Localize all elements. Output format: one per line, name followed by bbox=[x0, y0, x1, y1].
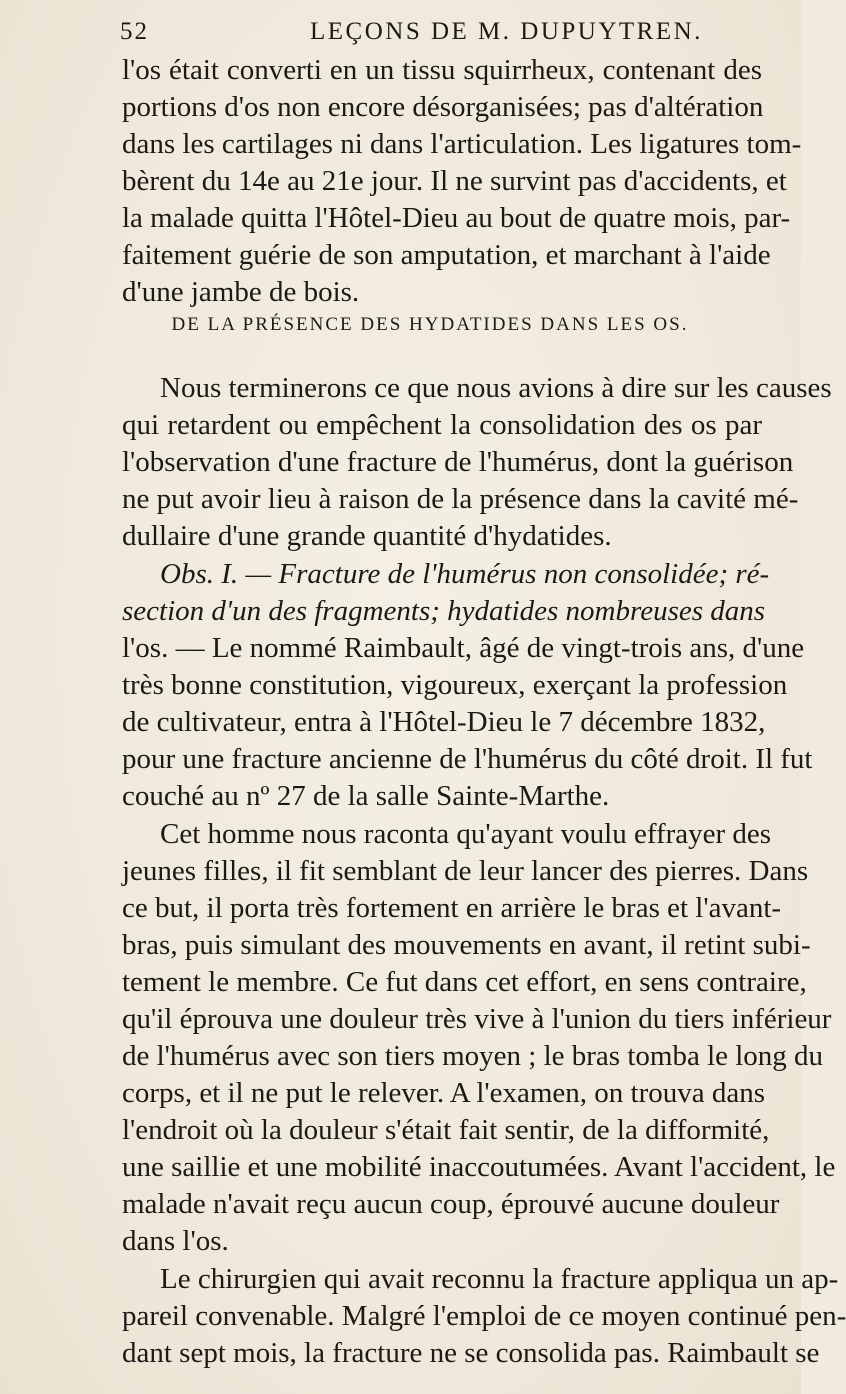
text-line: Nous terminerons ce que nous avions à dire sur les causes bbox=[160, 372, 832, 404]
text-line: une saillie et une mobilité inaccoutumées. Avant l'accident, le bbox=[122, 1151, 836, 1183]
text-line: de l'humérus avec son tiers moyen ; le bras tomba le long du bbox=[122, 1040, 824, 1072]
text-line: l'os. — Le nommé Raimbault, âgé de vingt-trois ans, d'une bbox=[122, 632, 805, 664]
running-head: LEÇONS DE M. DUPUYTREN. bbox=[310, 18, 703, 45]
text-line: ce but, il porta très fortement en arrière le bras et l'avant- bbox=[122, 892, 782, 924]
text-line: Le chirurgien qui avait reconnu la fracture appliqua un ap- bbox=[160, 1263, 839, 1295]
section-heading: DE LA PRÉSENCE DES HYDATIDES DANS LES OS. bbox=[171, 314, 689, 335]
text-line: l'observation d'une fracture de l'humérus, dont la guérison bbox=[122, 446, 794, 478]
text-line: faitement guérie de son amputation, et marchant à l'aide bbox=[122, 239, 771, 271]
text-line: Obs. I. — Fracture de l'humérus non consolidée; ré- bbox=[160, 558, 770, 590]
text-line: bèrent du 14e au 21e jour. Il ne survint pas d'accidents, et bbox=[122, 165, 787, 197]
text-line: d'une jambe de bois. bbox=[122, 276, 360, 308]
text-line: tement le membre. Ce fut dans cet effort, en sens contraire, bbox=[122, 966, 807, 998]
text-line: pour une fracture ancienne de l'humérus du côté droit. Il fut bbox=[122, 743, 813, 775]
text-line: ne put avoir lieu à raison de la présence dans la cavité mé- bbox=[122, 483, 799, 515]
text-line: dant sept mois, la fracture ne se consolida pas. Raimbault se bbox=[122, 1337, 820, 1369]
text-line: qui retardent ou empêchent la consolidation des os par bbox=[122, 409, 762, 441]
text-line: qu'il éprouva une douleur très vive à l'union du tiers inférieur bbox=[122, 1003, 832, 1035]
text-line: très bonne constitution, vigoureux, exerçant la profession bbox=[122, 669, 788, 701]
page-number: 52 bbox=[120, 18, 149, 45]
text-line: dans les cartilages ni dans l'articulation. Les ligatures tom- bbox=[122, 128, 802, 160]
text-line: corps, et il ne put le relever. A l'examen, on trouva dans bbox=[122, 1077, 766, 1109]
text-line: portions d'os non encore désorganisées; pas d'altération bbox=[122, 91, 764, 123]
text-line: section d'un des fragments; hydatides nombreuses dans bbox=[122, 595, 766, 627]
text-line: dans l'os. bbox=[122, 1225, 229, 1257]
text-line: l'os était converti en un tissu squirrheux, contenant des bbox=[122, 54, 762, 86]
text-line: la malade quitta l'Hôtel-Dieu au bout de quatre mois, par- bbox=[122, 202, 791, 234]
page-header bbox=[120, 18, 760, 52]
text-line: Cet homme nous raconta qu'ayant voulu effrayer des bbox=[160, 818, 772, 850]
text-line: jeunes filles, il fit semblant de leur lancer des pierres. Dans bbox=[122, 855, 809, 887]
text-line: l'endroit où la douleur s'était fait sentir, de la difformité, bbox=[122, 1114, 770, 1146]
text-line: dullaire d'une grande quantité d'hydatides. bbox=[122, 520, 612, 552]
text-line: bras, puis simulant des mouvements en avant, il retint subi- bbox=[122, 929, 811, 961]
text-line: pareil convenable. Malgré l'emploi de ce moyen continué pen- bbox=[122, 1300, 846, 1332]
text-line: couché au nº 27 de la salle Sainte-Marthe. bbox=[122, 780, 610, 812]
text-line: malade n'avait reçu aucun coup, éprouvé aucune douleur bbox=[122, 1188, 780, 1220]
text-line: de cultivateur, entra à l'Hôtel-Dieu le 7 décembre 1832, bbox=[122, 706, 766, 738]
